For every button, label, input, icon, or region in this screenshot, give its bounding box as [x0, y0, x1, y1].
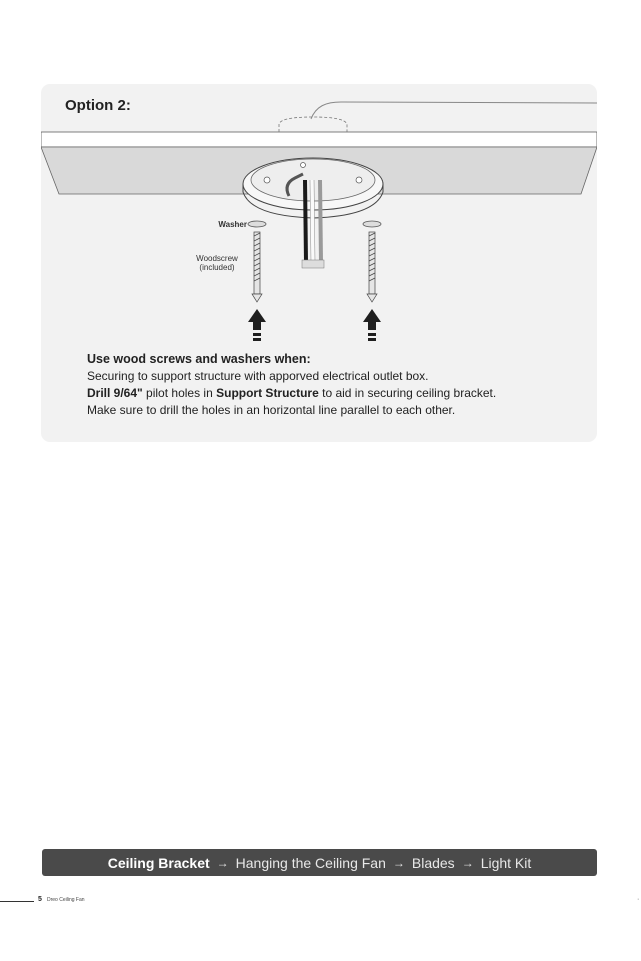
- ceiling-slab-top: [41, 132, 597, 147]
- arrow-right-icon: →: [216, 855, 229, 870]
- instructions-line-3: Make sure to drill the holes in an horizontal line parallel to each other.: [87, 403, 456, 417]
- supply-wire: [311, 102, 597, 119]
- outlet-box-outline: [279, 117, 347, 132]
- nav-step-hanging-fan: Hanging the Ceiling Fan: [235, 854, 386, 871]
- arrow-right-icon: →: [392, 855, 405, 870]
- drill-size: Drill 9/64": [87, 386, 143, 400]
- nav-step-blades: Blades: [411, 854, 455, 871]
- bracket-hole-right: [356, 177, 362, 183]
- footer-corner-mark: ·: [637, 896, 640, 903]
- line2-text-1: pilot holes in: [142, 386, 217, 400]
- footer-brand: Dreo Ceiling Fan: [47, 897, 85, 903]
- up-arrow-right: [363, 309, 381, 341]
- instructions-heading: Use wood screws and washers when:: [87, 352, 311, 366]
- washer-left: [248, 221, 266, 227]
- wire-black: [305, 180, 306, 262]
- wire-tips: [302, 260, 324, 268]
- footer-rule: [0, 901, 34, 902]
- instructions: [87, 351, 587, 419]
- nav-step-ceiling-bracket: Ceiling Bracket: [107, 854, 210, 871]
- line2-text-2: to aid in securing ceiling bracket.: [318, 386, 497, 400]
- instructions-line-1: Securing to support structure with apporved electrical outlet box.: [87, 369, 429, 383]
- woodscrew-left: [252, 232, 262, 302]
- woodscrew-included-label: (included): [199, 263, 235, 272]
- up-arrow-left: [248, 309, 266, 341]
- wire-ground: [320, 180, 321, 262]
- washer-label: Washer: [218, 220, 247, 229]
- nav-step-light-kit: Light Kit: [480, 854, 532, 871]
- washer-right: [363, 221, 381, 227]
- support-structure-term: Support Structure: [216, 386, 319, 400]
- instructions-line-2: [87, 385, 587, 402]
- page-number: 5: [38, 896, 42, 903]
- wire-white: [312, 180, 313, 262]
- section-nav-bar: [42, 849, 597, 876]
- woodscrew-right: [367, 232, 377, 302]
- arrow-right-icon: →: [461, 855, 474, 870]
- option-title: Option 2:: [65, 97, 131, 114]
- bracket-hole-top: [301, 163, 306, 168]
- option-panel: [41, 84, 597, 442]
- bracket-hole-left: [264, 177, 270, 183]
- woodscrew-label: Woodscrew: [196, 254, 238, 263]
